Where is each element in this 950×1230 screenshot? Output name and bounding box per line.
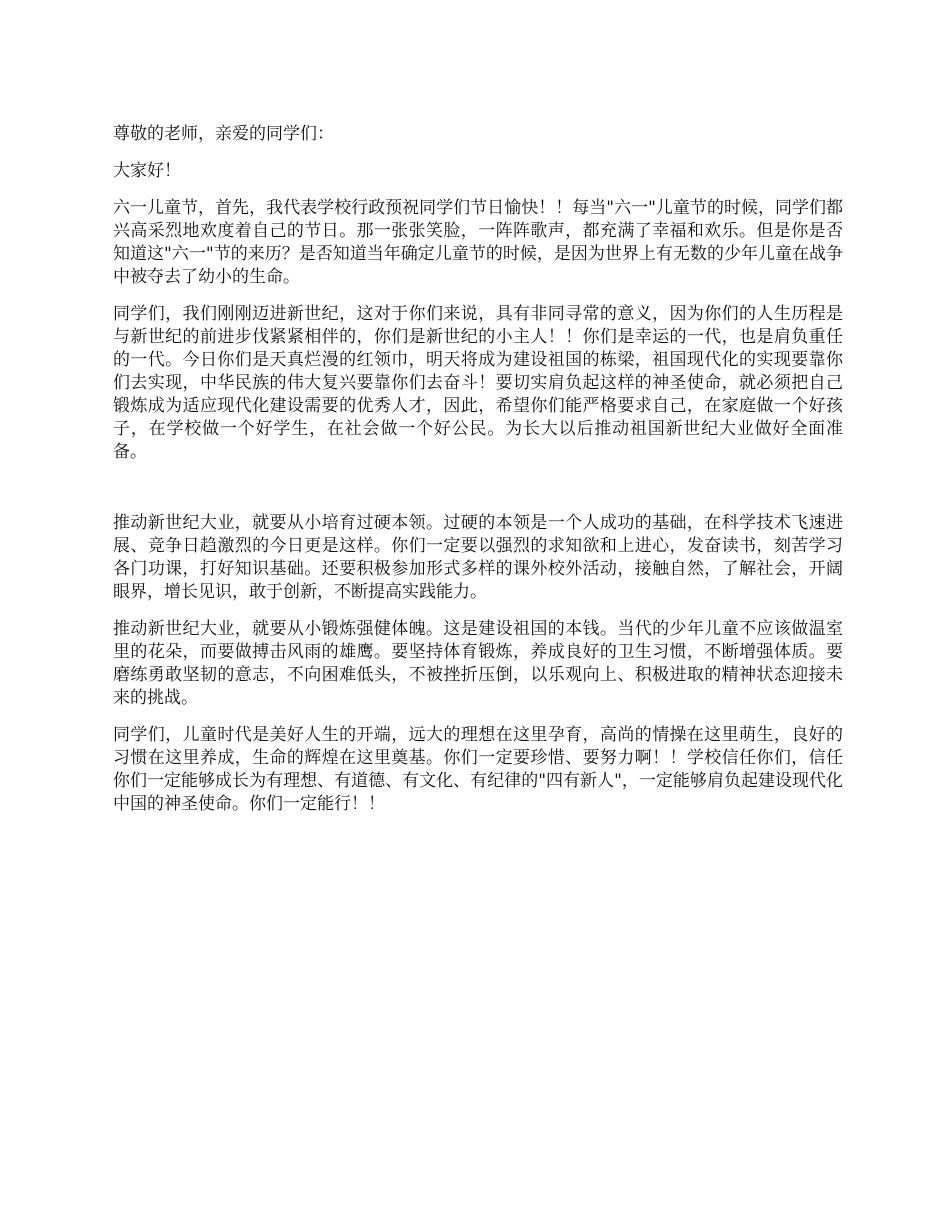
- paragraph-2: 同学们，我们刚刚迈进新世纪，这对于你们来说，具有非同寻常的意义，因为你们的人生历程是与新世纪的前进步伐紧紧相伴的，你们是新世纪的小主人！！你们是幸运的一代，也是肩负重任的一代。今日你们是天真烂漫的红领巾，明天将成为建设祖国的栋梁，祖国现代化的实现要靠你们去实现，中华民族的伟大复兴要靠你们去奋斗！要切实肩负起这样的神圣使命，就必须把自己锻炼成为适应现代化建设需要的优秀人才，因此，希望你们能严格要求自己，在家庭做一个好孩子，在学校做一个好学生，在社会做一个好公民。为长大以后推动祖国新世纪大业做好全面准备。: [113, 304, 843, 462]
- paragraph-1: 六一儿童节，首先，我代表学校行政预祝同学们节日愉快！！每当"六一"儿童节的时候，同学们都兴高采烈地欢度着自己的节日。那一张张笑脸，一阵阵歌声，都充满了幸福和欢乐。但是你是否知道这"六一"节的来历？是否知道当年确定儿童节的时候，是因为世界上有无数的少年儿童在战争中被夺去了幼小的生命。: [113, 198, 843, 287]
- document-body: [113, 123, 843, 830]
- paragraph-4: 推动新世纪大业，就要从小锻炼强健体魄。这是建设祖国的本钱。当代的少年儿童不应该做温室里的花朵，而要做搏击风雨的雄鹰。要坚持体育锻炼，养成良好的卫生习惯，不断增强体质。要磨练勇敢坚韧的意志，不向困难低头，不被挫折压倒，以乐观向上、积极进取的精神状态迎接未来的挑战。: [113, 619, 843, 708]
- paragraph-3: 推动新世纪大业，就要从小培育过硬本领。过硬的本领是一个人成功的基础，在科学技术飞速进展、竞争日趋激烈的今日更是这样。你们一定要以强烈的求知欲和上进心，发奋读书，刻苦学习各门功课，打好知识基础。还要积极参加形式多样的课外校外活动，接触自然，了解社会，开阔眼界，增长见识，敢于创新，不断提高实践能力。: [113, 513, 843, 602]
- salutation: 尊敬的老师，亲爱的同学们：: [113, 124, 334, 144]
- greeting: 大家好！: [113, 161, 181, 181]
- paragraph-5: 同学们，儿童时代是美好人生的开端，远大的理想在这里孕育，高尚的情操在这里萌生，良好的习惯在这里养成，生命的辉煌在这里奠基。你们一定要珍惜、要努力啊！！学校信任你们，信任你们一定能够成长为有理想、有道德、有文化、有纪律的"四有新人"，一定能够肩负起建设现代化中国的神圣使命。你们一定能行！！: [113, 725, 843, 814]
